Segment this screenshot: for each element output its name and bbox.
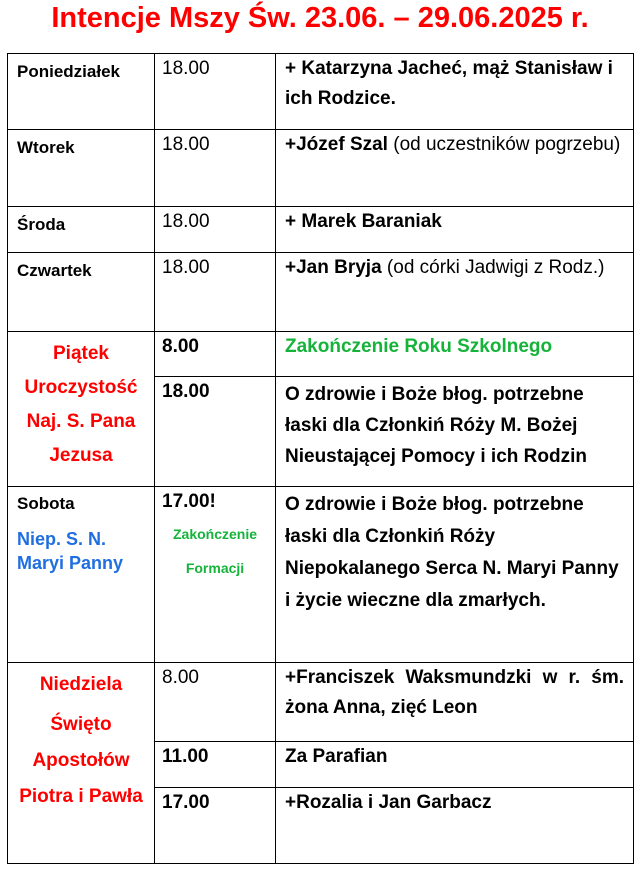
table-row-wednesday — [8, 207, 634, 253]
mass-time: 11.00 — [162, 746, 209, 767]
feast-label: Uroczystość Naj. S. Pana Jezusa — [24, 377, 138, 466]
intention-text: O zdrowie i Boże błog. potrzebne łaski dla Członkiń Róży M. Bożej Nieustającej Pomocy i ich Rodzin — [285, 384, 587, 467]
time-cell — [155, 663, 276, 742]
time-cell — [155, 130, 276, 207]
mass-time: 18.00 — [162, 134, 210, 155]
day-cell — [8, 130, 155, 207]
intention-name: +Jan Bryja — [285, 257, 382, 278]
mass-time: 18.00 — [162, 58, 210, 79]
intention-name: +Józef Szal — [285, 134, 388, 155]
day-label: Piątek — [53, 343, 109, 364]
mass-time: 18.00 — [162, 211, 210, 232]
table-row-sunday-1 — [8, 663, 634, 742]
intention-cell — [276, 207, 634, 253]
intention-cell — [276, 663, 634, 742]
day-label: Poniedziałek — [17, 62, 120, 81]
intention-cell — [276, 54, 634, 130]
intention-cell — [276, 742, 634, 788]
day-cell — [8, 207, 155, 253]
day-label: Wtorek — [17, 138, 75, 157]
day-cell — [8, 487, 155, 663]
day-label: Niedziela — [39, 674, 123, 695]
intention-text: +Franciszek Waksmundzki w r. śm. żona Anna, zięć Leon — [285, 667, 624, 718]
table-row-friday-1 — [8, 332, 634, 377]
table-row-saturday — [8, 487, 634, 663]
mass-time: 8.00 — [162, 667, 199, 688]
time-cell — [155, 253, 276, 332]
intention-text: +Rozalia i Jan Garbacz — [285, 792, 492, 813]
intention-cell — [276, 130, 634, 207]
time-cell — [155, 54, 276, 130]
intention-cell — [276, 253, 634, 332]
intention-cell — [276, 788, 634, 864]
time-cell — [155, 207, 276, 253]
time-note: Zakończenie Formacji — [172, 526, 258, 576]
intention-text: Za Parafian — [285, 746, 388, 767]
mass-time: 18.00 — [162, 381, 210, 402]
time-cell — [155, 788, 276, 864]
day-cell — [8, 54, 155, 130]
time-cell — [155, 377, 276, 487]
feast-label: Niep. S. N. Maryi Panny — [17, 529, 124, 573]
day-label: Sobota — [17, 494, 75, 513]
table-row-tuesday — [8, 130, 634, 207]
mass-intentions-table — [7, 53, 634, 864]
day-label: Czwartek — [17, 261, 92, 280]
table-row-thursday — [8, 253, 634, 332]
day-cell — [8, 663, 155, 864]
day-label: Środa — [17, 215, 66, 234]
intention-note: (od uczestników pogrzebu) — [387, 134, 621, 155]
feast-label: Święto Apostołów Piotra i Pawła — [19, 714, 143, 807]
intention-note: (od córki Jadwigi z Rodz.) — [381, 257, 605, 278]
intention-cell — [276, 332, 634, 377]
day-cell — [8, 253, 155, 332]
time-cell — [155, 487, 276, 663]
intention-cell — [276, 487, 634, 663]
intention-text: Zakończenie Roku Szkolnego — [285, 336, 553, 357]
mass-time: 18.00 — [162, 257, 210, 278]
mass-time: 8.00 — [162, 336, 199, 357]
table-row-monday — [8, 54, 634, 130]
mass-time: 17.00 — [162, 792, 210, 813]
time-cell — [155, 332, 276, 377]
intention-text: O zdrowie i Boże błog. potrzebne łaski dla Członkiń Róży Niepokalanego Serca N. Maryi Panny i życie wieczne dla zmarłych. — [285, 494, 619, 611]
intention-text: + Marek Baraniak — [285, 211, 442, 232]
time-cell — [155, 742, 276, 788]
intention-cell — [276, 377, 634, 487]
page-title: Intencje Mszy Św. 23.06. – 29.06.2025 r. — [51, 2, 589, 34]
mass-time: 17.00! — [162, 491, 216, 512]
intention-text: + Katarzyna Jacheć, mąż Stanisław i ich Rodzice. — [285, 58, 613, 109]
day-cell — [8, 332, 155, 487]
